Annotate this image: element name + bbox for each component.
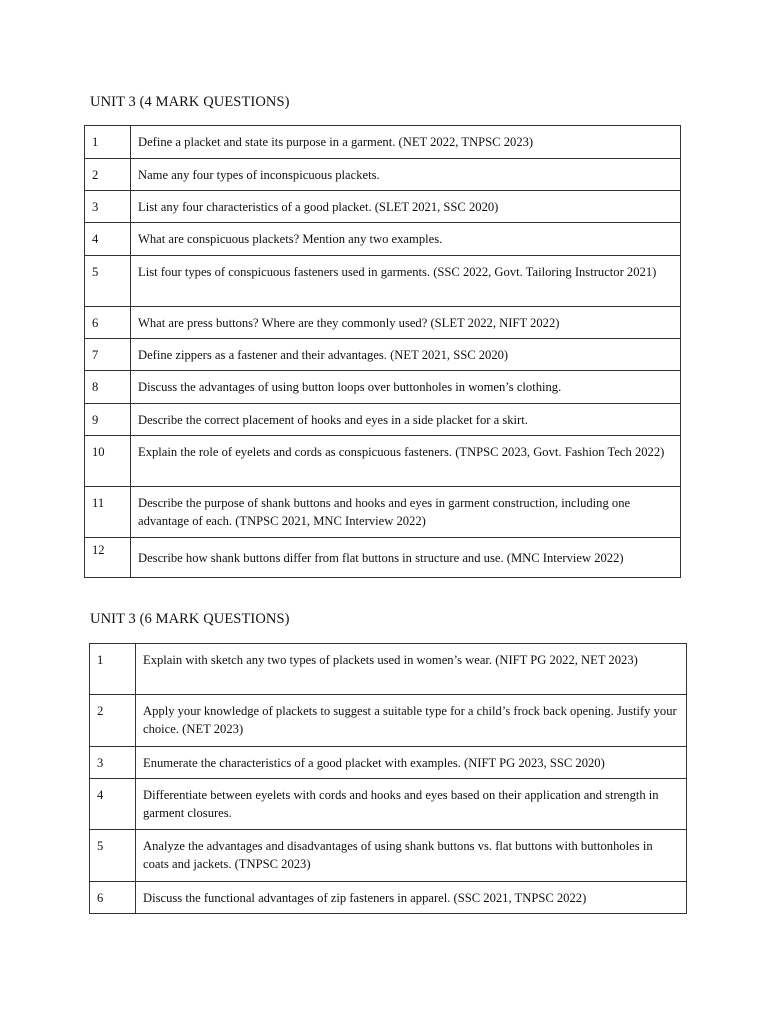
section-4-mark-title: UNIT 3 (4 MARK QUESTIONS) [90, 94, 290, 110]
question-text: What are conspicuous plackets? Mention any two examples. [131, 223, 681, 256]
table-row [85, 256, 681, 307]
table-row [85, 126, 681, 159]
question-number: 6 [85, 307, 131, 339]
question-text: Name any four types of inconspicuous plackets. [131, 159, 681, 191]
question-number: 12 [85, 538, 131, 578]
question-text: List four types of conspicuous fasteners used in garments. (SSC 2022, Govt. Tailoring Instructor 2021) [131, 256, 681, 307]
question-text: What are press buttons? Where are they commonly used? (SLET 2022, NIFT 2022) [131, 307, 681, 339]
question-text: Discuss the advantages of using button loops over buttonholes in women’s clothing. [131, 371, 681, 404]
question-text: Differentiate between eyelets with cords and hooks and eyes based on their application and strength in garment closures. [136, 779, 687, 830]
section-6-mark-title: UNIT 3 (6 MARK QUESTIONS) [90, 611, 290, 627]
question-number: 3 [85, 191, 131, 223]
question-text: Describe how shank buttons differ from flat buttons in structure and use. (MNC Interview 2022) [131, 538, 681, 578]
question-text: Analyze the advantages and disadvantages of using shank buttons vs. flat buttons with buttonholes in coats and jackets. (TNPSC 2023) [136, 830, 687, 882]
table-row [90, 882, 687, 914]
question-text: Describe the correct placement of hooks and eyes in a side placket for a skirt. [131, 404, 681, 436]
table-row [90, 830, 687, 882]
question-number: 2 [85, 159, 131, 191]
question-text: Define a placket and state its purpose in a garment. (NET 2022, TNPSC 2023) [131, 126, 681, 159]
six-mark-questions-table [89, 643, 687, 914]
question-text: Enumerate the characteristics of a good placket with examples. (NIFT PG 2023, SSC 2020) [136, 747, 687, 779]
table-row [85, 404, 681, 436]
question-number: 1 [85, 126, 131, 159]
question-text: Explain with sketch any two types of plackets used in women’s wear. (NIFT PG 2022, NET 2023) [136, 644, 687, 695]
question-number: 5 [90, 830, 136, 882]
question-number: 5 [85, 256, 131, 307]
question-number: 4 [85, 223, 131, 256]
table-row [90, 644, 687, 695]
question-text: Explain the role of eyelets and cords as conspicuous fasteners. (TNPSC 2023, Govt. Fashion Tech 2022) [131, 436, 681, 487]
table-row [85, 371, 681, 404]
question-text: Discuss the functional advantages of zip fasteners in apparel. (SSC 2021, TNPSC 2022) [136, 882, 687, 914]
question-number: 11 [85, 487, 131, 538]
question-text: List any four characteristics of a good placket. (SLET 2021, SSC 2020) [131, 191, 681, 223]
table-row [85, 307, 681, 339]
table-row [85, 223, 681, 256]
question-number: 8 [85, 371, 131, 404]
question-number: 4 [90, 779, 136, 830]
question-number: 10 [85, 436, 131, 487]
question-number: 7 [85, 339, 131, 371]
table-row [85, 436, 681, 487]
table-row [85, 339, 681, 371]
question-number: 1 [90, 644, 136, 695]
four-mark-questions-table [84, 125, 681, 578]
question-number: 2 [90, 695, 136, 747]
table-row [85, 191, 681, 223]
question-text: Apply your knowledge of plackets to suggest a suitable type for a child’s frock back opening. Justify your choice. (NET 2023) [136, 695, 687, 747]
table-row [85, 487, 681, 538]
table-row [90, 779, 687, 830]
question-number: 3 [90, 747, 136, 779]
table-row [90, 695, 687, 747]
question-text: Describe the purpose of shank buttons and hooks and eyes in garment construction, including one advantage of each. (TNPSC 2021, MNC Interview 2022) [131, 487, 681, 538]
table-row [85, 159, 681, 191]
question-number: 9 [85, 404, 131, 436]
table-row [90, 747, 687, 779]
question-text: Define zippers as a fastener and their advantages. (NET 2021, SSC 2020) [131, 339, 681, 371]
question-number: 6 [90, 882, 136, 914]
table-row [85, 538, 681, 578]
